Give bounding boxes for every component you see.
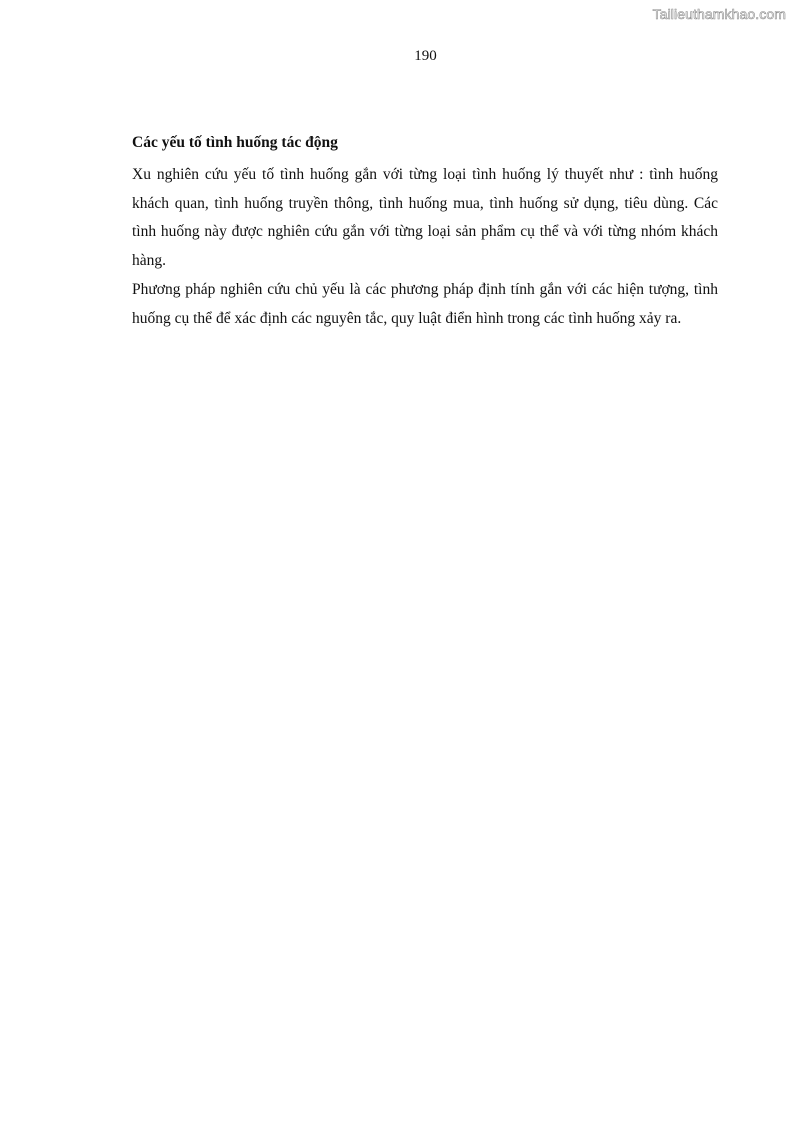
document-body [132, 132, 718, 333]
body-paragraph: Phương pháp nghiên cứu chủ yếu là các phương pháp định tính gắn với các hiện tượng, tình huống cụ thể để xác định các nguyên tắc, quy luật điển hình trong các tình huống xảy ra. [132, 280, 718, 327]
body-paragraph: Xu nghiên cứu yếu tố tình huống gắn với từng loại tình huống lý thuyết như : tình huống khách quan, tình huống truyền thông, tình huống mua, tình huống sử dụng, tiêu dùng. Các tình huống này được nghiên cứu gắn với từng loại sản phẩm cụ thể và với từng nhóm khách hàng. [132, 166, 718, 270]
section-heading: Các yếu tố tình huống tác động [132, 134, 338, 151]
watermark-text: Tailieuthamkhao.com [652, 6, 786, 22]
page-number: 190 [414, 48, 437, 64]
